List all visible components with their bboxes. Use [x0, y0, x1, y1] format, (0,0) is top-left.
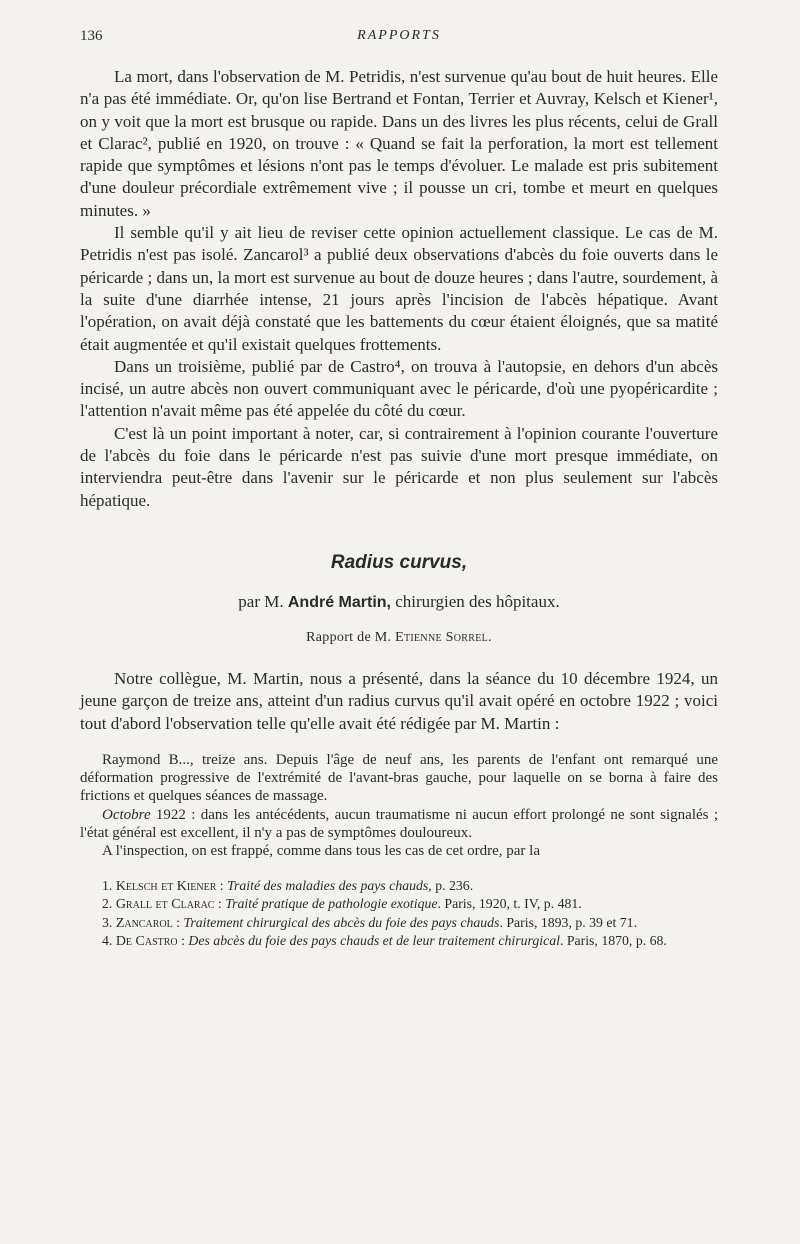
paragraph: Dans un troisième, publié par de Castro⁴, on trouva à l'autopsie, en dehors d'un abcès incisé, un autre abcès non ouvert communiquant avec le péricarde, d'où une pyopéricardite ; l'attention n'avait même pas été appelée du côté du cœur. — [80, 356, 718, 421]
article-title: Radius curvus, — [330, 551, 468, 573]
observation-paragraph: Raymond B..., treize ans. Depuis l'âge de neuf ans, les parents de l'enfant ont remarqué une déformation progressive de l'extrémité de l'avant-bras gauche, pour laquelle on se borna à faire des frictions et quelques séances de massage. — [80, 751, 718, 805]
observation-paragraph: Octobre 1922 : dans les antécédents, aucun traumatisme ni aucun effort prolongé ne sont signalés ; l'état général est excellent, il n'y a pas de symptômes douloureux. — [80, 806, 718, 842]
footnote: 2. Grall et Clarac : Traité pratique de pathologie exotique. Paris, 1920, t. IV, p. 481. — [102, 896, 582, 913]
byline-prefix: par M. — [238, 591, 284, 611]
footnote: 1. Kelsch et Kiener : Traité des maladies des pays chauds, p. 236. — [102, 877, 474, 894]
page-number: 136 — [80, 28, 103, 44]
author-name: André Martin, — [287, 593, 391, 611]
report-author: Etienne Sorrel. — [395, 629, 492, 645]
footnote: 4. De Castro : Des abcès du foie des pays chauds et de leur traitement chirurgical. Paris, 1870, p. 68. — [102, 933, 667, 950]
intro-paragraph: Notre collègue, M. Martin, nous a présenté, dans la séance du 10 décembre 1924, un jeune garçon de treize ans, atteint d'un radius curvus qu'il avait opéré en octobre 1922 ; voici tout d'abord l'observation telle qu'elle avait été rédigée par M. Martin : — [80, 668, 718, 733]
page-header — [80, 22, 718, 50]
byline-suffix: chirurgien des hôpitaux. — [395, 591, 560, 611]
running-title: RAPPORTS — [357, 28, 441, 43]
footnotes — [80, 877, 718, 951]
observation-paragraph: A l'inspection, on est frappé, comme dans tous les cas de cet ordre, par la — [102, 843, 540, 860]
report-prefix: Rapport de M. — [306, 629, 392, 645]
observation-date: Octobre — [102, 806, 151, 823]
report-line — [80, 630, 718, 646]
document-page — [80, 22, 718, 951]
footnote: 3. Zancarol : Traitement chirurgical des abcès du foie des pays chauds. Paris, 1893, p. 39 et 71. — [102, 914, 638, 931]
observation-block — [80, 751, 718, 861]
paragraph: Il semble qu'il y ait lieu de reviser cette opinion actuellement classique. Le cas de M. Petridis n'est pas isolé. Zancarol³ a publié deux observations d'abcès du foie ouverts dans le péricarde ; dans un, la mort est survenue au bout de douze heures ; dans l'autre, sourdement, à la suite d'une diarrhée intense, 21 jours après l'incision de l'abcès hépatique. Avant l'opération, on avait déjà constaté que les battements du cœur étaient éloignés, que sa matité était augmentée et qu'il existait quelques frottements. — [80, 223, 718, 354]
paragraph: C'est là un point important à noter, car, si contrairement à l'opinion courante l'ouverture de l'abcès du foie dans le péricarde n'est pas suivie d'une mort presque immédiate, on interviendra peut-être dans l'avenir sur le péricarde et non plus seulement sur l'abcès hépatique. — [80, 423, 718, 510]
body-text — [80, 66, 718, 951]
byline — [80, 592, 718, 612]
paragraph: La mort, dans l'observation de M. Petridis, n'est survenue qu'au bout de huit heures. Elle n'a pas été immédiate. Or, qu'on lise Bertrand et Fontan, Terrier et Auvray, Kelsch et Kiener¹, on y voit que la mort est brusque ou rapide. Dans un des livres les plus récents, celui de Grall et Clarac², publié en 1920, on trouve : « Quand se fait la perforation, la mort est tellement rapide que symptômes et lésions n'ont pas le temps d'évoluer. Le malade est pris subitement d'une douleur précordiale extrêmement vive ; il pousse un cri, tombe et meurt en quelques minutes. » — [80, 67, 718, 220]
